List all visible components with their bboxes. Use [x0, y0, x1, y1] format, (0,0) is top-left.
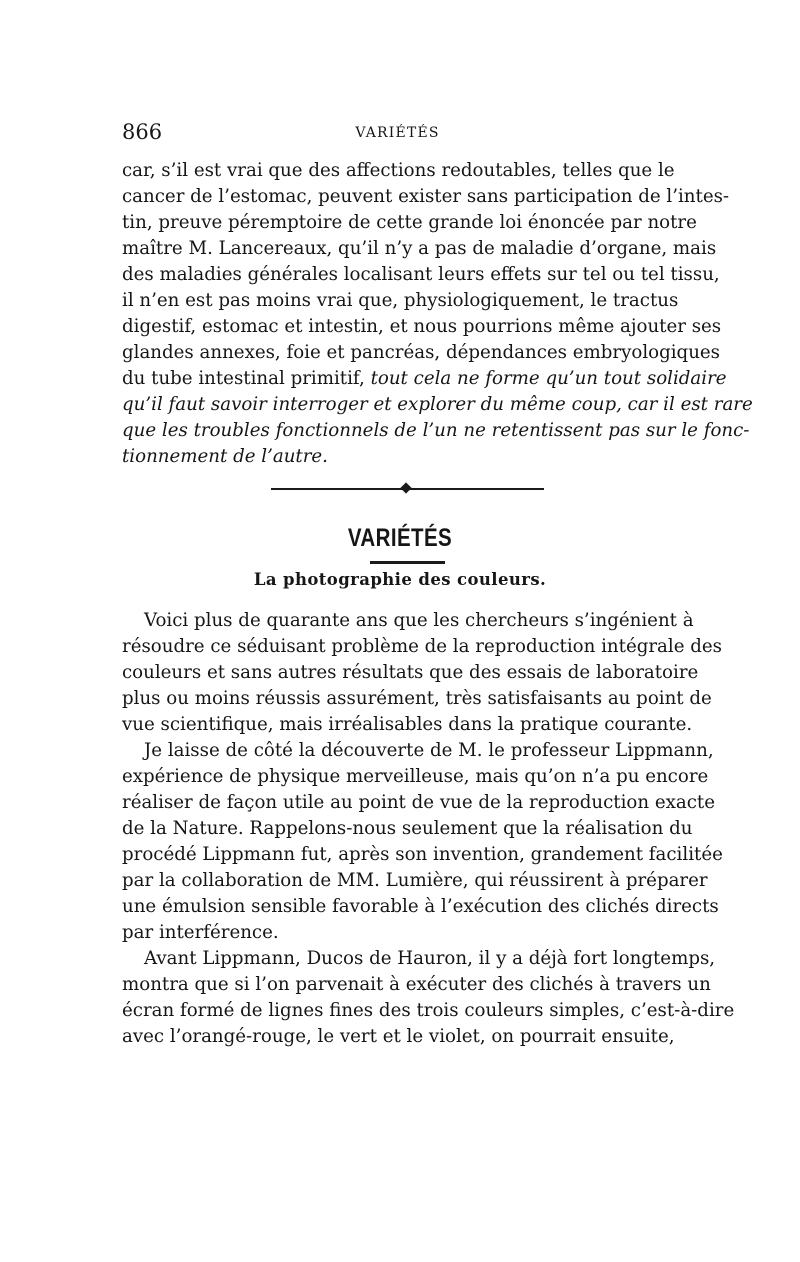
- text-line: cancer de l’estomac, peuvent exister sans participation de l’intes-: [122, 186, 730, 207]
- italic-emphasis: tout cela ne forme qu’un tout solidaire: [370, 368, 727, 389]
- text-line: Je laisse de côté la découverte de M. le professeur Lippmann,: [144, 740, 714, 761]
- text-line: réaliser de façon utile au point de vue de la reproduction exacte: [122, 792, 715, 813]
- text-line: Voici plus de quarante ans que les chercheurs s’ingénient à: [144, 610, 694, 631]
- title-rule: [370, 561, 445, 564]
- text-line: car, s’il est vrai que des affections redoutables, telles que le: [122, 160, 675, 181]
- page-header: [122, 120, 673, 144]
- text-line: par interférence.: [122, 922, 279, 943]
- text-line: il n’en est pas moins vrai que, physiologiquement, le tractus: [122, 290, 679, 311]
- text-line: écran formé de lignes fines des trois couleurs simples, c’est-à-dire: [122, 1000, 735, 1021]
- text-line: avec l’orangé-rouge, le vert et le violet, on pourrait ensuite,: [122, 1026, 675, 1047]
- diamond-ornament-icon: [400, 482, 411, 493]
- text-line: vue scientifique, mais irréalisables dans la pratique courante.: [122, 714, 693, 735]
- text-line: plus ou moins réussis assurément, très satisfaisants au point de: [122, 688, 712, 709]
- text-line: maître M. Lancereaux, qu’il n’y a pas de maladie d’organe, mais: [122, 238, 717, 259]
- article-subtitle: La photographie des couleurs.: [253, 570, 547, 589]
- text-line: par la collaboration de MM. Lumière, qui réussirent à préparer: [122, 870, 708, 891]
- text-line: procédé Lippmann fut, après son invention, grandement facilitée: [122, 844, 723, 865]
- text-line: tionnement de l’autre.: [122, 446, 328, 467]
- text-line: expérience de physique merveilleuse, mais qu’on n’a pu encore: [122, 766, 709, 787]
- section-title: VARIÉTÉS: [347, 524, 453, 552]
- text-line: tin, preuve péremptoire de cette grande loi énoncée par notre: [122, 212, 697, 233]
- page-number: 866: [122, 120, 163, 144]
- text-line: que les troubles fonctionnels de l’un ne retentissent pas sur le fonc-: [122, 420, 750, 441]
- text-line: du tube intestinal primitif, tout cela ne forme qu’un tout solidaire: [122, 368, 727, 389]
- text-line: couleurs et sans autres résultats que des essais de laboratoire: [122, 662, 699, 683]
- text-line: Avant Lippmann, Ducos de Hauron, il y a déjà fort longtemps,: [144, 948, 716, 969]
- text-line: montra que si l’on parvenait à exécuter des clichés à travers un: [122, 974, 711, 995]
- text-line: de la Nature. Rappelons-nous seulement que la réalisation du: [122, 818, 693, 839]
- text-line: résoudre ce séduisant problème de la reproduction intégrale des: [122, 636, 722, 657]
- text-line: des maladies générales localisant leurs effets sur tel ou tel tissu,: [122, 264, 720, 285]
- running-head: VARIÉTÉS: [355, 125, 440, 141]
- text-line: glandes annexes, foie et pancréas, dépendances embryologiques: [122, 342, 721, 363]
- text-line: digestif, estomac et intestin, et nous pourrions même ajouter ses: [122, 316, 722, 337]
- text-line: une émulsion sensible favorable à l’exécution des clichés directs: [122, 896, 719, 917]
- text-line: qu’il faut savoir interroger et explorer du même coup, car il est rare: [122, 394, 753, 415]
